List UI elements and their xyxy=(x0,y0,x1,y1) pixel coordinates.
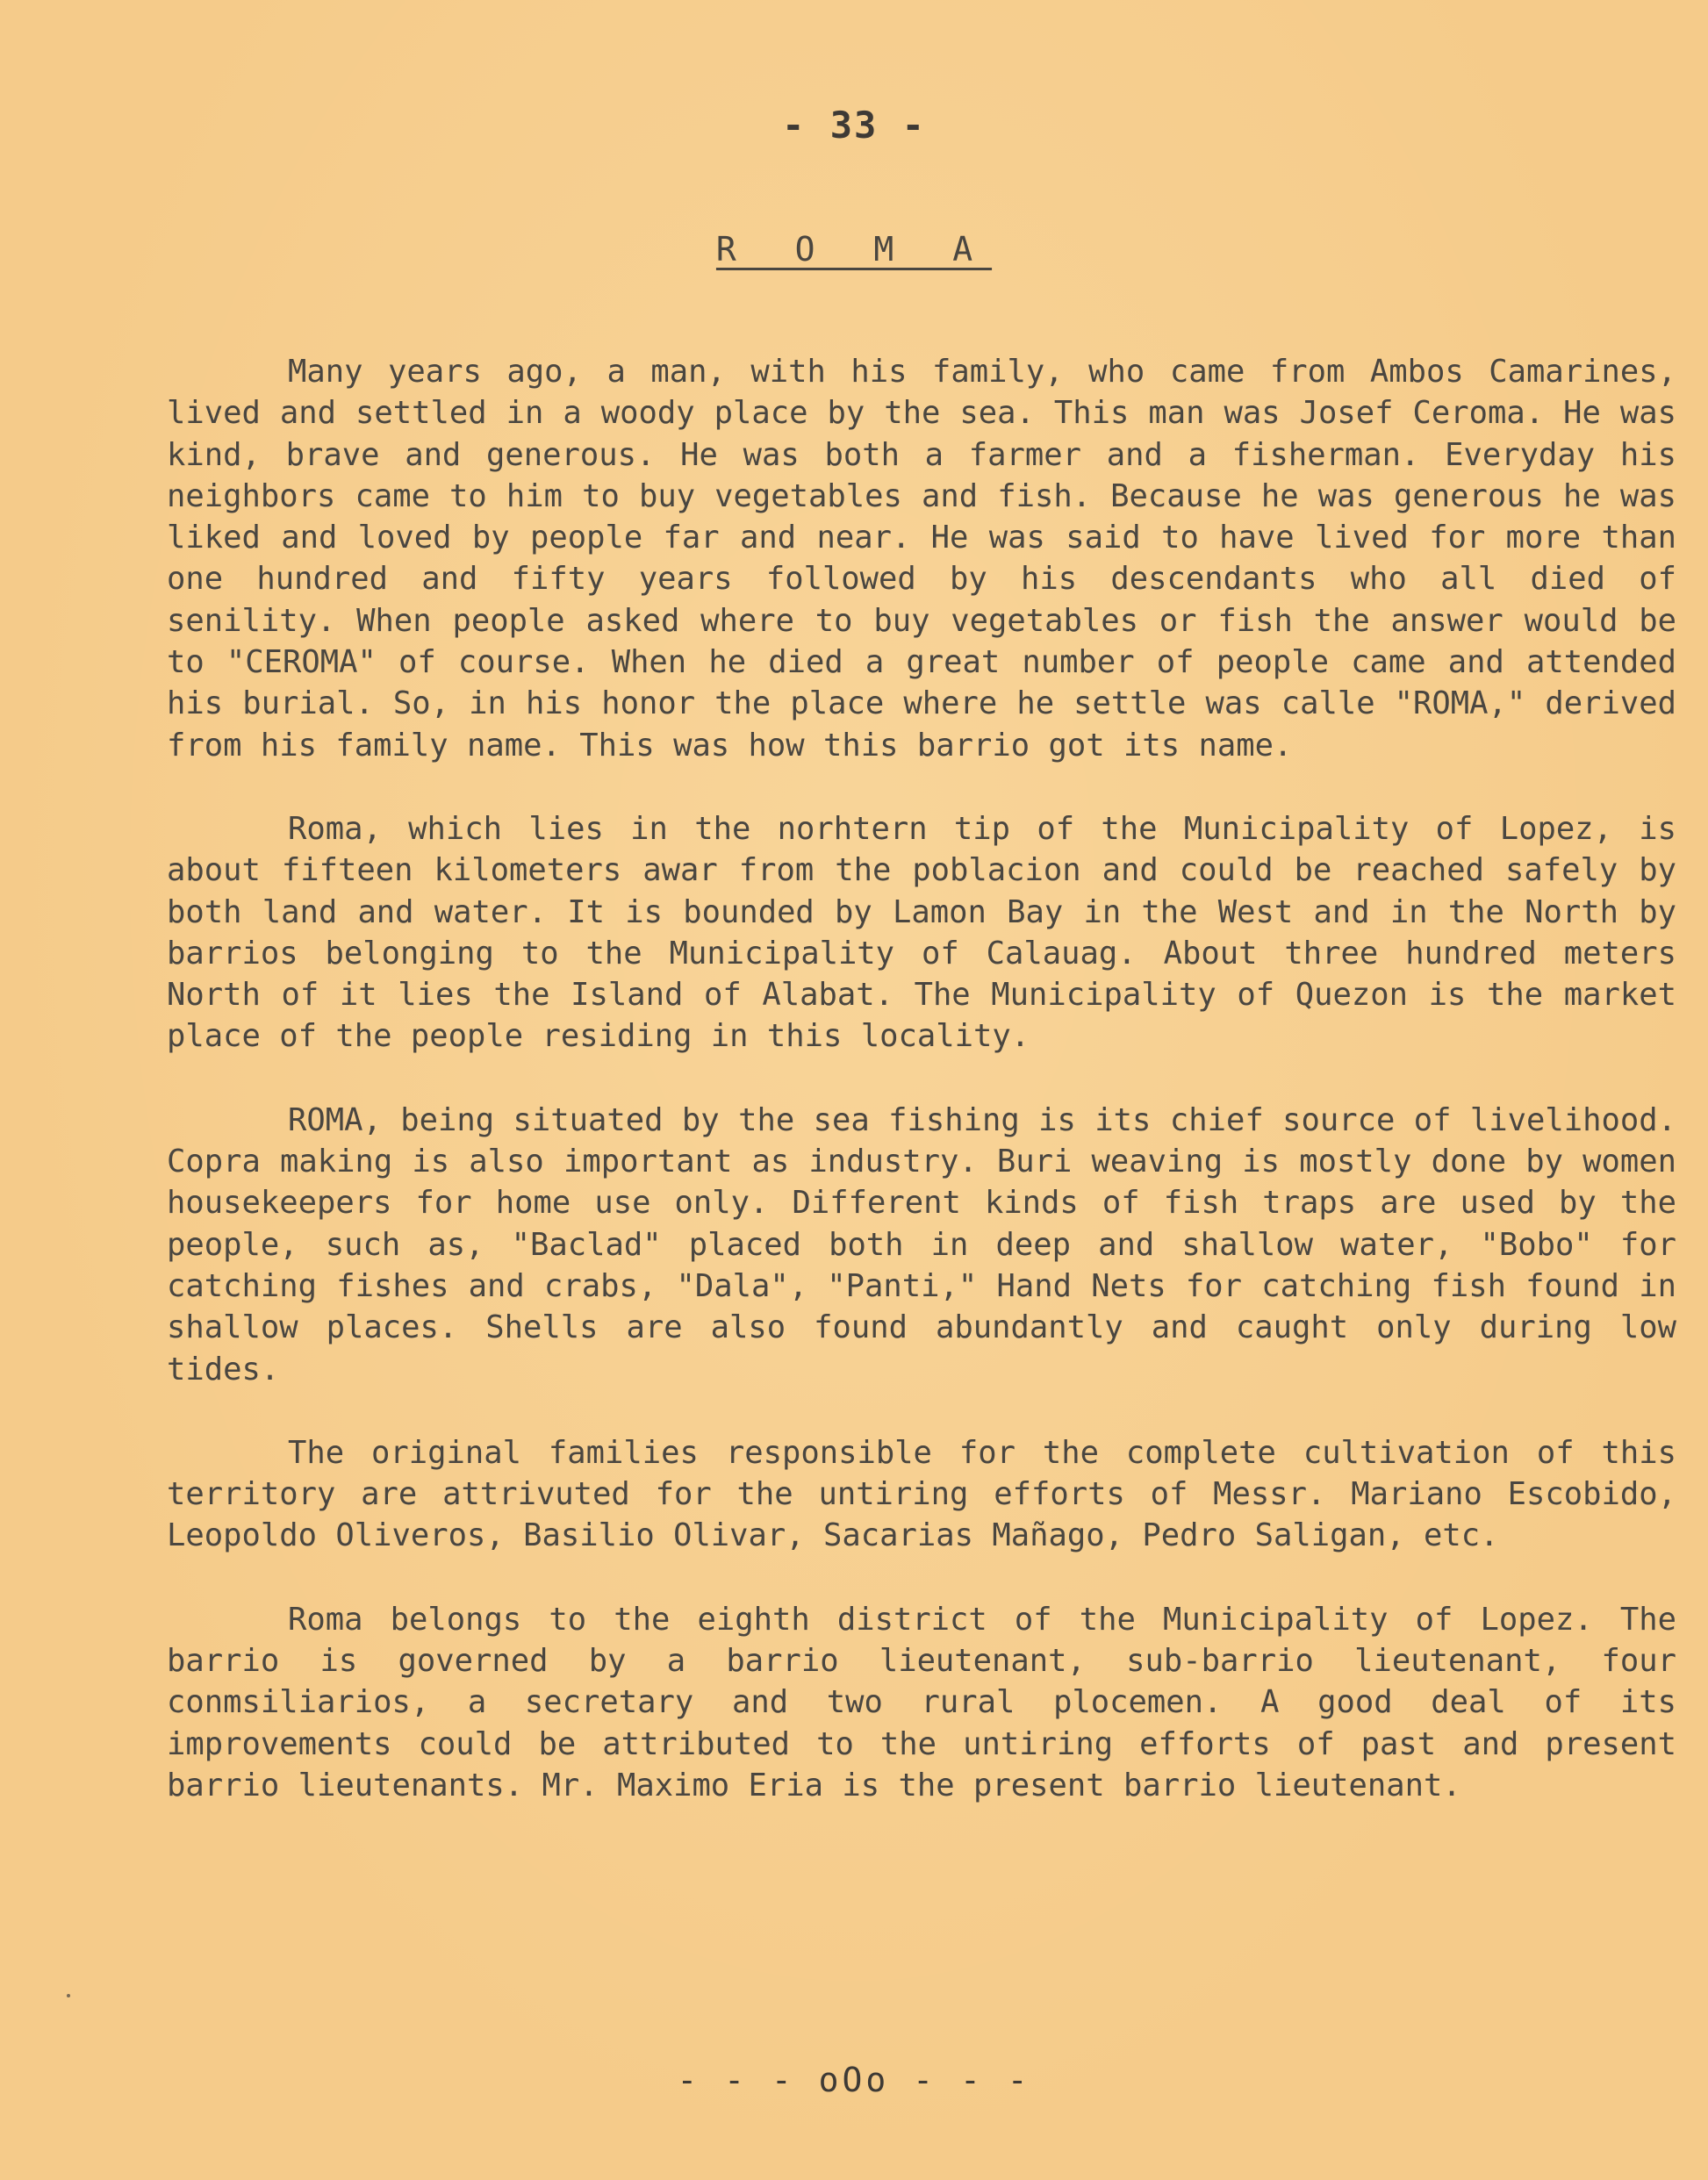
paragraph-location: Roma, which lies in the norhtern tip of the Municipality of Lopez, is about fifteen kilometers awar from the poblacion and could be reached safely by both land and water. It is bounded by Lamon Bay in the West and in the North by barrios belonging to the Municipality of Calauag. About three hundred meters North of it lies the Island of Alabat. The Municipality of Quezon is the market place of the people residing in this locality. xyxy=(167,810,1676,1055)
paragraph-original-families: The original families responsible for the complete cultivation of this territory are attrivuted for the untiring efforts of Messr. Mariano Escobido, Leopoldo Oliveros, Basilio Olivar, Sacarias Mañago, Pedro Saligan, etc. xyxy=(167,1434,1676,1554)
page-number: - 33 - xyxy=(782,104,926,147)
document-body xyxy=(167,351,1676,1848)
paper-speck xyxy=(67,1994,70,1997)
paragraph-livelihood: ROMA, being situated by the sea fishing is its chief source of livelihood. Copra making is also important as industry. Buri weaving is mostly done by women housekeepers for home use only. Different kinds of fish traps are used by the people, such as, "Baclad" placed both in deep and shallow water, "Bobo" for catching fishes and crabs, "Dala", "Panti," Hand Nets for catching fish found in shallow places. Shells are also found abundantly and caught only during low tides. xyxy=(167,1101,1676,1388)
paragraph-origin: Many years ago, a man, with his family, who came from Ambos Camarines, lived and settled in a woody place by the sea. This man was Josef Ceroma. He was kind, brave and generous. He was both a farmer and a fisherman. Everyday his neighbors came to him to buy vegetables and fish. Because he was generous he was liked and loved by people far and near. He was said to have lived for more than one hundred and fifty years followed by his descendants who all died of senility. When people asked where to buy vegetables or fish the answer would be to "CEROMA" of course. When he died a great number of people came and attended his burial. So, in his honor the place where he settle was calle "ROMA," derived from his family name. This was how this barrio got its name. xyxy=(167,354,1676,764)
paragraph-government: Roma belongs to the eighth district of the Municipality of Lopez. The barrio is governed by a barrio lieutenant, sub-barrio lieutenant, four conmsiliarios, a secretary and two rural plocemen. A good deal of its improvements could be attributed to the untiring efforts of past and present barrio lieutenants. Mr. Maximo Eria is the present barrio lieutenant. xyxy=(167,1601,1676,1804)
end-mark: - - - oOo - - - xyxy=(677,2061,1031,2099)
document-title: R O M A xyxy=(715,230,993,269)
